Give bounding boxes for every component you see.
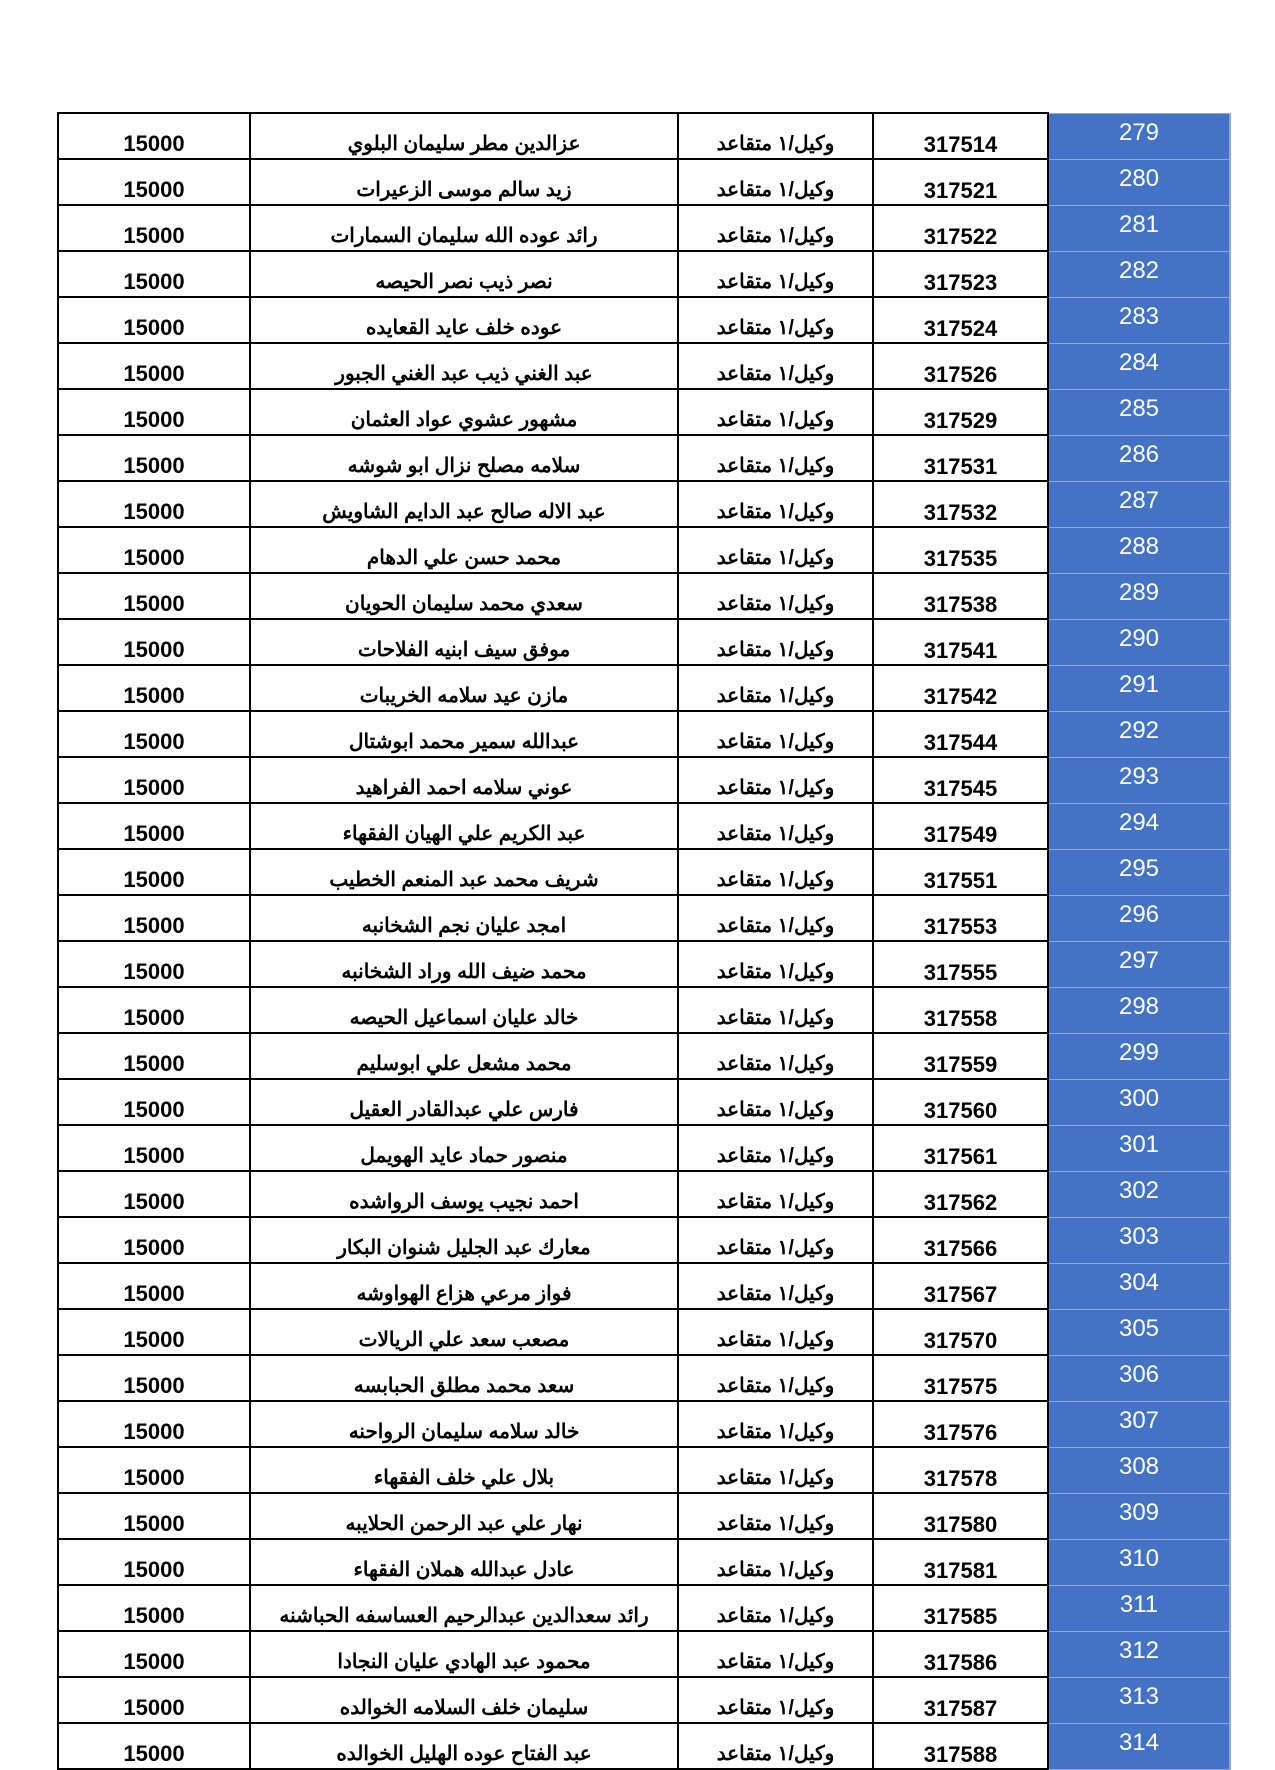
- amount-cell: 15000: [58, 1631, 250, 1677]
- serial-number-cell: 296: [1048, 895, 1230, 941]
- rank-cell: وكيل/١ متقاعد: [678, 389, 873, 435]
- name-cell: سعد محمد مطلق الحبابسه: [250, 1355, 678, 1401]
- name-cell: سلامه مصلح نزال ابو شوشه: [250, 435, 678, 481]
- id-number-cell: 317570: [873, 1309, 1048, 1355]
- table-row: [58, 1263, 1230, 1309]
- amount-cell: 15000: [58, 297, 250, 343]
- rank-cell: وكيل/١ متقاعد: [678, 1263, 873, 1309]
- id-number-cell: 317575: [873, 1355, 1048, 1401]
- table-row: [58, 1171, 1230, 1217]
- rank-cell: وكيل/١ متقاعد: [678, 987, 873, 1033]
- table-row: [58, 619, 1230, 665]
- name-cell: منصور حماد عايد الهويمل: [250, 1125, 678, 1171]
- id-number-cell: 317521: [873, 159, 1048, 205]
- name-cell: معارك عبد الجليل شنوان البكار: [250, 1217, 678, 1263]
- rank-cell: وكيل/١ متقاعد: [678, 159, 873, 205]
- name-cell: خالد سلامه سليمان الرواحنه: [250, 1401, 678, 1447]
- name-cell: خالد عليان اسماعيل الحيصه: [250, 987, 678, 1033]
- id-number-cell: 317585: [873, 1585, 1048, 1631]
- name-cell: سليمان خلف السلامه الخوالده: [250, 1677, 678, 1723]
- table-row: [58, 389, 1230, 435]
- table-row: [58, 297, 1230, 343]
- rank-cell: وكيل/١ متقاعد: [678, 1309, 873, 1355]
- id-number-cell: 317588: [873, 1723, 1048, 1769]
- serial-number-cell: 295: [1048, 849, 1230, 895]
- id-number-cell: 317545: [873, 757, 1048, 803]
- serial-number-cell: 293: [1048, 757, 1230, 803]
- amount-cell: 15000: [58, 1033, 250, 1079]
- serial-number-cell: 304: [1048, 1263, 1230, 1309]
- amount-cell: 15000: [58, 435, 250, 481]
- id-number-cell: 317559: [873, 1033, 1048, 1079]
- table-row: [58, 665, 1230, 711]
- id-number-cell: 317544: [873, 711, 1048, 757]
- rank-cell: وكيل/١ متقاعد: [678, 1493, 873, 1539]
- table-row: [58, 435, 1230, 481]
- serial-number-cell: 303: [1048, 1217, 1230, 1263]
- rank-cell: وكيل/١ متقاعد: [678, 205, 873, 251]
- id-number-cell: 317531: [873, 435, 1048, 481]
- table-row: [58, 159, 1230, 205]
- table-row: [58, 573, 1230, 619]
- serial-number-cell: 289: [1048, 573, 1230, 619]
- table-row: [58, 849, 1230, 895]
- amount-cell: 15000: [58, 1677, 250, 1723]
- rank-cell: وكيل/١ متقاعد: [678, 573, 873, 619]
- name-cell: سعدي محمد سليمان الحويان: [250, 573, 678, 619]
- name-cell: محمود عبد الهادي عليان النجادا: [250, 1631, 678, 1677]
- table-row: [58, 987, 1230, 1033]
- serial-number-cell: 305: [1048, 1309, 1230, 1355]
- serial-number-cell: 281: [1048, 205, 1230, 251]
- id-number-cell: 317576: [873, 1401, 1048, 1447]
- amount-cell: 15000: [58, 527, 250, 573]
- table-row: [58, 1493, 1230, 1539]
- name-cell: بلال علي خلف الفقهاء: [250, 1447, 678, 1493]
- serial-number-cell: 280: [1048, 159, 1230, 205]
- table-row: [58, 205, 1230, 251]
- table-row: [58, 251, 1230, 297]
- amount-cell: 15000: [58, 1539, 250, 1585]
- name-cell: موفق سيف ابنيه الفلاحات: [250, 619, 678, 665]
- id-number-cell: 317529: [873, 389, 1048, 435]
- id-number-cell: 317553: [873, 895, 1048, 941]
- serial-number-cell: 286: [1048, 435, 1230, 481]
- name-cell: رائد عوده الله سليمان السمارات: [250, 205, 678, 251]
- amount-cell: 15000: [58, 711, 250, 757]
- amount-cell: 15000: [58, 1171, 250, 1217]
- serial-number-cell: 300: [1048, 1079, 1230, 1125]
- table-row: [58, 481, 1230, 527]
- table-row: [58, 711, 1230, 757]
- rank-cell: وكيل/١ متقاعد: [678, 941, 873, 987]
- id-number-cell: 317562: [873, 1171, 1048, 1217]
- serial-number-cell: 301: [1048, 1125, 1230, 1171]
- id-number-cell: 317542: [873, 665, 1048, 711]
- serial-number-cell: 284: [1048, 343, 1230, 389]
- id-number-cell: 317532: [873, 481, 1048, 527]
- amount-cell: 15000: [58, 343, 250, 389]
- name-cell: شريف محمد عبد المنعم الخطيب: [250, 849, 678, 895]
- rank-cell: وكيل/١ متقاعد: [678, 803, 873, 849]
- name-cell: عبد الكريم علي الهيان الفقهاء: [250, 803, 678, 849]
- id-number-cell: 317535: [873, 527, 1048, 573]
- table-row: [58, 1677, 1230, 1723]
- name-cell: مازن عيد سلامه الخريبات: [250, 665, 678, 711]
- serial-number-cell: 283: [1048, 297, 1230, 343]
- table-row: [58, 895, 1230, 941]
- name-cell: عبدالله سمير محمد ابوشتال: [250, 711, 678, 757]
- id-number-cell: 317541: [873, 619, 1048, 665]
- rank-cell: وكيل/١ متقاعد: [678, 1723, 873, 1769]
- amount-cell: 15000: [58, 113, 250, 159]
- id-number-cell: 317561: [873, 1125, 1048, 1171]
- rank-cell: وكيل/١ متقاعد: [678, 481, 873, 527]
- table-row: [58, 1125, 1230, 1171]
- rank-cell: وكيل/١ متقاعد: [678, 1217, 873, 1263]
- serial-number-cell: 302: [1048, 1171, 1230, 1217]
- table-row: [58, 527, 1230, 573]
- table-row: [58, 941, 1230, 987]
- id-number-cell: 317526: [873, 343, 1048, 389]
- table-row: [58, 1723, 1230, 1769]
- id-number-cell: 317555: [873, 941, 1048, 987]
- name-cell: عبد الغني ذيب عبد الغني الجبور: [250, 343, 678, 389]
- rank-cell: وكيل/١ متقاعد: [678, 297, 873, 343]
- serial-number-cell: 288: [1048, 527, 1230, 573]
- table-row: [58, 343, 1230, 389]
- name-cell: زيد سالم موسى الزعيرات: [250, 159, 678, 205]
- serial-number-cell: 297: [1048, 941, 1230, 987]
- rank-cell: وكيل/١ متقاعد: [678, 757, 873, 803]
- id-number-cell: 317524: [873, 297, 1048, 343]
- table-row: [58, 1217, 1230, 1263]
- rank-cell: وكيل/١ متقاعد: [678, 895, 873, 941]
- name-cell: محمد ضيف الله وراد الشخانبه: [250, 941, 678, 987]
- name-cell: نصر ذيب نصر الحيصه: [250, 251, 678, 297]
- id-number-cell: 317586: [873, 1631, 1048, 1677]
- name-cell: عوده خلف عايد القعايده: [250, 297, 678, 343]
- amount-cell: 15000: [58, 803, 250, 849]
- amount-cell: 15000: [58, 1263, 250, 1309]
- amount-cell: 15000: [58, 941, 250, 987]
- rank-cell: وكيل/١ متقاعد: [678, 1401, 873, 1447]
- serial-number-cell: 299: [1048, 1033, 1230, 1079]
- rank-cell: وكيل/١ متقاعد: [678, 343, 873, 389]
- name-cell: عزالدين مطر سليمان البلوي: [250, 113, 678, 159]
- name-cell: رائد سعدالدين عبدالرحيم العساسفه الحباشنه: [250, 1585, 678, 1631]
- id-number-cell: 317581: [873, 1539, 1048, 1585]
- rank-cell: وكيل/١ متقاعد: [678, 1125, 873, 1171]
- table-row: [58, 803, 1230, 849]
- table-row: [58, 1079, 1230, 1125]
- rank-cell: وكيل/١ متقاعد: [678, 1539, 873, 1585]
- name-cell: عوني سلامه احمد الفراهيد: [250, 757, 678, 803]
- serial-number-cell: 290: [1048, 619, 1230, 665]
- amount-cell: 15000: [58, 1723, 250, 1769]
- table-row: [58, 113, 1230, 159]
- rank-cell: وكيل/١ متقاعد: [678, 849, 873, 895]
- serial-number-cell: 311: [1048, 1585, 1230, 1631]
- name-cell: مصعب سعد علي الريالات: [250, 1309, 678, 1355]
- id-number-cell: 317587: [873, 1677, 1048, 1723]
- amount-cell: 15000: [58, 1585, 250, 1631]
- table-row: [58, 1033, 1230, 1079]
- amount-cell: 15000: [58, 1125, 250, 1171]
- name-cell: نهار علي عبد الرحمن الحلايبه: [250, 1493, 678, 1539]
- amount-cell: 15000: [58, 665, 250, 711]
- id-number-cell: 317566: [873, 1217, 1048, 1263]
- table-row: [58, 1631, 1230, 1677]
- amount-cell: 15000: [58, 849, 250, 895]
- serial-number-cell: 298: [1048, 987, 1230, 1033]
- name-cell: فواز مرعي هزاع الهواوشه: [250, 1263, 678, 1309]
- id-number-cell: 317549: [873, 803, 1048, 849]
- serial-number-cell: 313: [1048, 1677, 1230, 1723]
- id-number-cell: 317567: [873, 1263, 1048, 1309]
- name-cell: عادل عبدالله هملان الفقهاء: [250, 1539, 678, 1585]
- table-row: [58, 1401, 1230, 1447]
- name-cell: مشهور عشوي عواد العثمان: [250, 389, 678, 435]
- amount-cell: 15000: [58, 1447, 250, 1493]
- amount-cell: 15000: [58, 1493, 250, 1539]
- name-cell: فارس علي عبدالقادر العقيل: [250, 1079, 678, 1125]
- serial-number-cell: 310: [1048, 1539, 1230, 1585]
- rank-cell: وكيل/١ متقاعد: [678, 1033, 873, 1079]
- amount-cell: 15000: [58, 1355, 250, 1401]
- serial-number-cell: 285: [1048, 389, 1230, 435]
- id-number-cell: 317560: [873, 1079, 1048, 1125]
- rank-cell: وكيل/١ متقاعد: [678, 1585, 873, 1631]
- table-row: [58, 1447, 1230, 1493]
- serial-number-cell: 308: [1048, 1447, 1230, 1493]
- amount-cell: 15000: [58, 205, 250, 251]
- table-row: [58, 1355, 1230, 1401]
- id-number-cell: 317522: [873, 205, 1048, 251]
- serial-number-cell: 287: [1048, 481, 1230, 527]
- name-cell: عبد الاله صالح عبد الدايم الشاويش: [250, 481, 678, 527]
- table-row: [58, 1539, 1230, 1585]
- serial-number-cell: 294: [1048, 803, 1230, 849]
- amount-cell: 15000: [58, 619, 250, 665]
- amount-cell: 15000: [58, 987, 250, 1033]
- id-number-cell: 317523: [873, 251, 1048, 297]
- serial-number-cell: 292: [1048, 711, 1230, 757]
- name-cell: امجد عليان نجم الشخانبه: [250, 895, 678, 941]
- amount-cell: 15000: [58, 1217, 250, 1263]
- serial-number-cell: 306: [1048, 1355, 1230, 1401]
- id-number-cell: 317578: [873, 1447, 1048, 1493]
- rank-cell: وكيل/١ متقاعد: [678, 1631, 873, 1677]
- serial-number-cell: 312: [1048, 1631, 1230, 1677]
- amount-cell: 15000: [58, 389, 250, 435]
- serial-number-cell: 291: [1048, 665, 1230, 711]
- rank-cell: وكيل/١ متقاعد: [678, 1355, 873, 1401]
- amount-cell: 15000: [58, 1309, 250, 1355]
- amount-cell: 15000: [58, 1079, 250, 1125]
- rank-cell: وكيل/١ متقاعد: [678, 113, 873, 159]
- rank-cell: وكيل/١ متقاعد: [678, 527, 873, 573]
- personnel-table: [57, 112, 1231, 1770]
- amount-cell: 15000: [58, 481, 250, 527]
- name-cell: عبد الفتاح عوده الهليل الخوالده: [250, 1723, 678, 1769]
- serial-number-cell: 307: [1048, 1401, 1230, 1447]
- id-number-cell: 317538: [873, 573, 1048, 619]
- amount-cell: 15000: [58, 573, 250, 619]
- rank-cell: وكيل/١ متقاعد: [678, 435, 873, 481]
- rank-cell: وكيل/١ متقاعد: [678, 1171, 873, 1217]
- amount-cell: 15000: [58, 895, 250, 941]
- serial-number-cell: 314: [1048, 1723, 1230, 1769]
- id-number-cell: 317551: [873, 849, 1048, 895]
- id-number-cell: 317514: [873, 113, 1048, 159]
- table-row: [58, 1585, 1230, 1631]
- rank-cell: وكيل/١ متقاعد: [678, 619, 873, 665]
- table-row: [58, 757, 1230, 803]
- rank-cell: وكيل/١ متقاعد: [678, 1447, 873, 1493]
- table-body: [58, 113, 1230, 1769]
- rank-cell: وكيل/١ متقاعد: [678, 711, 873, 757]
- rank-cell: وكيل/١ متقاعد: [678, 665, 873, 711]
- serial-number-cell: 309: [1048, 1493, 1230, 1539]
- name-cell: محمد حسن علي الدهام: [250, 527, 678, 573]
- table-row: [58, 1309, 1230, 1355]
- amount-cell: 15000: [58, 159, 250, 205]
- rank-cell: وكيل/١ متقاعد: [678, 1677, 873, 1723]
- name-cell: محمد مشعل علي ابوسليم: [250, 1033, 678, 1079]
- serial-number-cell: 279: [1048, 113, 1230, 159]
- amount-cell: 15000: [58, 757, 250, 803]
- amount-cell: 15000: [58, 1401, 250, 1447]
- rank-cell: وكيل/١ متقاعد: [678, 251, 873, 297]
- amount-cell: 15000: [58, 251, 250, 297]
- name-cell: احمد نجيب يوسف الرواشده: [250, 1171, 678, 1217]
- rank-cell: وكيل/١ متقاعد: [678, 1079, 873, 1125]
- id-number-cell: 317558: [873, 987, 1048, 1033]
- serial-number-cell: 282: [1048, 251, 1230, 297]
- id-number-cell: 317580: [873, 1493, 1048, 1539]
